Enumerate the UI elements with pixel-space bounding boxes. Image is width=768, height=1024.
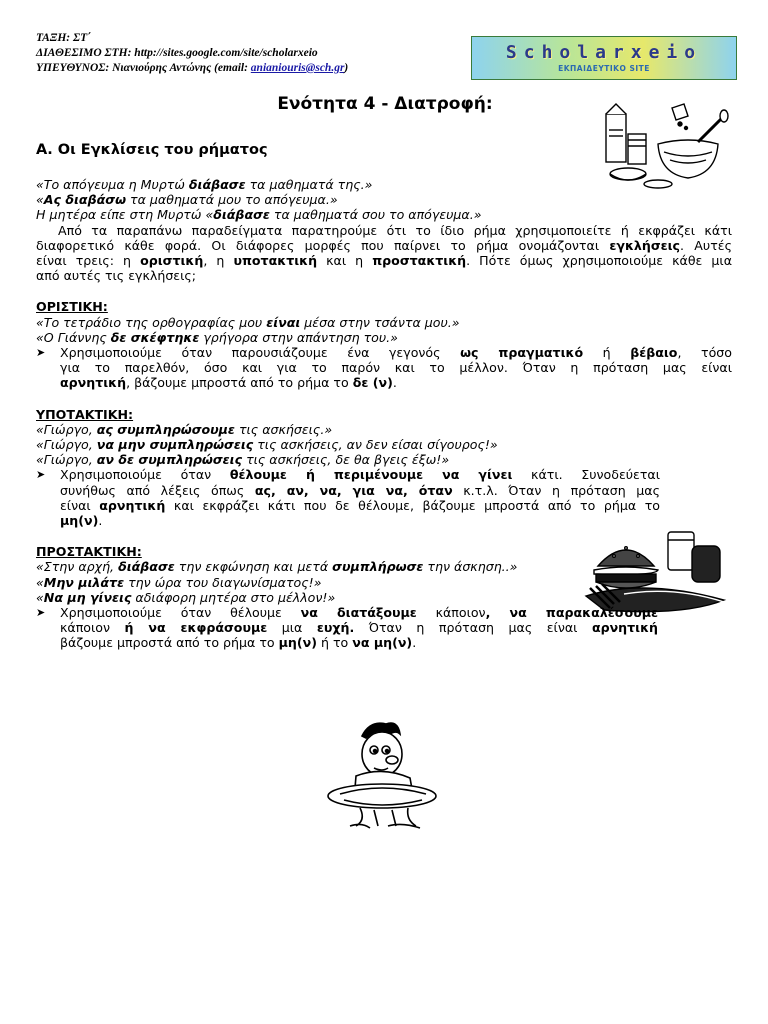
document-header bbox=[36, 31, 348, 76]
availability-url: ΔΙΑΘΕΣΙΜΟ ΣΤΗ: http://sites.google.com/site/scholarxeio bbox=[36, 47, 318, 59]
prostaktiki-example-3: «Να μη γίνεις αδιάφορη μητέρα στο μέλλον!» bbox=[36, 589, 336, 605]
ypotaktiki-rule: ➤ Χρησιμοποιούμε όταν θέλουμε ή περιμένουμε να γίνει κάτι. Συνοδεύεται συνήθως από λέξεις όπως ας, αν, να, για να, όταν κ.τ.λ. Όταν η πρόταση μας είναι αρνητική και εκφράζει κάτι που δε θέλουμε, βάζουμε μπροστά από το ρήμα το μη(ν). bbox=[36, 467, 661, 529]
intro-example-3: Η μητέρα είπε στη Μυρτώ «διάβασε τα μαθηματά σου το απόγευμα.» bbox=[36, 207, 482, 223]
ypotaktiki-example-2: «Γιώργο, να μην συμπληρώσεις τις ασκήσεις, αν δεν είσαι σίγουρος!» bbox=[36, 437, 498, 453]
logo-subtitle: ΕΚΠΑΙΔΕΥΤΙΚΟ SITE bbox=[558, 64, 650, 73]
intro-example-2: «Ας διαβάσω τα μαθηματά μου το απόγευμα.» bbox=[36, 192, 338, 208]
prostaktiki-example-1: «Στην αρχή, διάβασε την εκφώνηση και μετά συμπλήρωσε την άσκηση..» bbox=[36, 559, 518, 575]
intro-paragraph-line-3: είναι τρεις: η οριστική, η υποτακτική και η προστακτική. Πότε όμως χρησιμοποιούμε κάθε μια bbox=[36, 253, 732, 269]
main-content bbox=[36, 177, 732, 651]
cook-illustration-icon bbox=[326, 718, 444, 830]
intro-paragraph-line-2: διαφορετικό κάθε φορά. Οι διάφορες μορφές που παίρνει το ρήμα ονομάζονται εγκλήσεις. Αυτές bbox=[36, 237, 732, 253]
heading-prostaktiki: ΠΡΟΣΤΑΚΤΙΚΗ: bbox=[36, 544, 142, 560]
bullet-arrow-icon: ➤ bbox=[36, 468, 46, 482]
ypotaktiki-example-3: «Γιώργο, αν δε συμπληρώσεις τις ασκήσεις, δε θα βγεις έξω!» bbox=[36, 452, 450, 468]
logo-title: Scholarxeio bbox=[505, 42, 703, 63]
prostaktiki-example-2: «Μην μιλάτε την ώρα του διαγωνίσματος!» bbox=[36, 574, 322, 590]
section-heading: Α. Οι Εγκλίσεις του ρήματος bbox=[36, 142, 268, 158]
oristiki-rule: ➤ Χρησιμοποιούμε όταν παρουσιάζουμε ένα γεγονός ως πραγματικό ή βέβαιο, τόσο για το παρελθόν, όσο και για το παρόν και το μέλλον. Όταν η πρόταση μας είναι αρνητική, βάζουμε μπροστά από το ρήμα το δε (ν). bbox=[36, 345, 732, 391]
oristiki-example-2: «Ο Γιάννης δε σκέφτηκε γρήγορα στην απάντηση του.» bbox=[36, 329, 398, 345]
bullet-arrow-icon: ➤ bbox=[36, 606, 46, 620]
author-line: ΥΠΕΥΘΥΝΟΣ: Νιανιούρης Αντώνης (email: anianiouris@sch.gr) bbox=[36, 62, 349, 74]
prostaktiki-rule: ➤ Χρησιμοποιούμε όταν θέλουμε να διατάξουμε κάποιον, να παρακαλέσουμε κάποιον ή να εκφράσουμε μια ευχή. Όταν η πρόταση μας είναι αρνητική βάζουμε μπροστά από το ρήμα το μη(ν) ή το να μη(ν). bbox=[36, 605, 659, 651]
email-link[interactable]: anianiouris@sch.gr bbox=[250, 62, 345, 74]
heading-oristiki: ΟΡΙΣΤΙΚΗ: bbox=[36, 299, 108, 315]
ypotaktiki-example-1: «Γιώργο, ας συμπληρώσουμε τις ασκήσεις.» bbox=[36, 421, 333, 437]
bullet-arrow-icon: ➤ bbox=[36, 346, 46, 360]
intro-paragraph-line-4: από αυτές τις εγκλήσεις; bbox=[36, 268, 197, 284]
intro-example-1: «Το απόγευμα η Μυρτώ διάβασε τα μαθηματά της.» bbox=[36, 177, 373, 192]
grade-label: ΤΑΞΗ: ΣΤ΄ bbox=[36, 32, 91, 44]
intro-paragraph-line-1: Από τα παραπάνω παραδείγματα παρατηρούμε ότι το ίδιο ρήμα χρησιμοποιείτε ή εκφράζει κάτι bbox=[58, 222, 732, 238]
heading-ypotaktiki: ΥΠΟΤΑΚΤΙΚΗ: bbox=[36, 406, 134, 422]
page-title: Ενότητα 4 - Διατροφή: bbox=[277, 94, 493, 114]
scholarxeio-logo bbox=[471, 36, 737, 80]
oristiki-example-1: «Το τετράδιο της ορθογραφίας μου είναι μέσα στην τσάντα μου.» bbox=[36, 314, 460, 330]
